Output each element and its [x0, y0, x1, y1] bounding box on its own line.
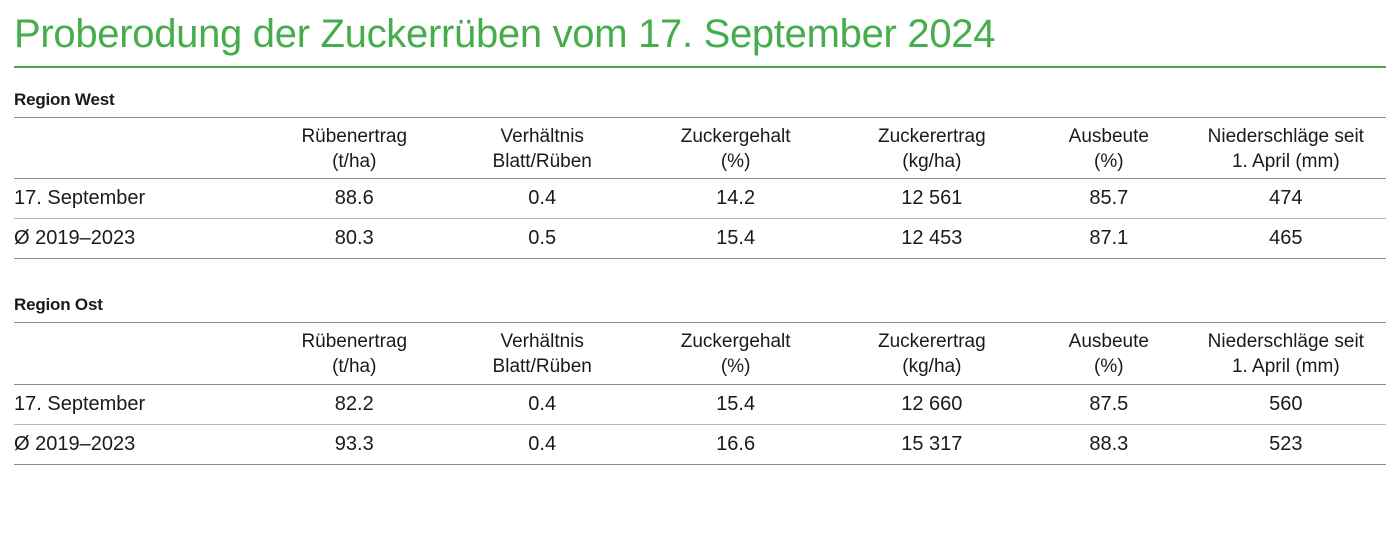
column-header-line1: Zuckergehalt	[680, 126, 791, 147]
row-label: 17. September	[14, 179, 264, 219]
column-header-line1: Verhältnis	[500, 331, 584, 353]
column-header-line1: Niederschläge seit	[1207, 126, 1364, 147]
cell-niederschlaege: 474	[1186, 179, 1386, 219]
section-label: Region Ost	[14, 295, 103, 315]
cell-ruebenertrag: 93.3	[264, 424, 445, 464]
column-header	[1032, 118, 1186, 179]
cell-zuckergehalt: 14.2	[640, 179, 832, 219]
column-header-line2: (%)	[1094, 150, 1124, 172]
column-header-line2: (%)	[1094, 356, 1124, 378]
cell-zuckergehalt: 15.4	[640, 384, 832, 424]
column-header-line2: (%)	[720, 356, 751, 378]
row-label: Ø 2019–2023	[14, 424, 264, 464]
column-header	[264, 118, 445, 179]
cell-niederschlaege: 523	[1186, 424, 1386, 464]
column-header-line1: Zuckerertrag	[877, 331, 986, 353]
column-header-line1: Ausbeute	[1068, 331, 1149, 353]
cell-ruebenertrag: 88.6	[264, 179, 445, 219]
page-title: Proberodung der Zuckerrüben vom 17. September 2024	[14, 12, 996, 56]
section-spacer	[14, 269, 1386, 295]
column-header-line2: (%)	[720, 150, 751, 172]
column-header-line1: Rübenertrag	[301, 331, 408, 353]
section-region-west	[14, 90, 1386, 259]
column-header	[640, 118, 832, 179]
column-header-line1: Zuckergehalt	[680, 331, 791, 353]
cell-verhaeltnis: 0.4	[445, 424, 640, 464]
column-header	[832, 118, 1032, 179]
column-header-line2: (kg/ha)	[902, 150, 962, 172]
row-label: Ø 2019–2023	[14, 219, 264, 259]
cell-ausbeute: 85.7	[1032, 179, 1186, 219]
column-header-line1: Rübenertrag	[301, 126, 408, 147]
table-header-row	[14, 118, 1386, 179]
cell-verhaeltnis: 0.5	[445, 219, 640, 259]
cell-verhaeltnis: 0.4	[445, 384, 640, 424]
table-row	[14, 384, 1386, 424]
cell-zuckerertrag: 12 453	[832, 219, 1032, 259]
table-region-ost	[14, 322, 1386, 464]
row-label: 17. September	[14, 384, 264, 424]
table-region-west	[14, 117, 1386, 259]
title-divider	[14, 66, 1386, 68]
column-header	[1186, 323, 1386, 384]
table-header-row	[14, 323, 1386, 384]
cell-niederschlaege: 465	[1186, 219, 1386, 259]
cell-zuckerertrag: 12 561	[832, 179, 1032, 219]
column-header	[14, 118, 264, 179]
cell-zuckergehalt: 15.4	[640, 219, 832, 259]
column-header-line1: Ausbeute	[1068, 126, 1149, 147]
column-header-line2: 1. April (mm)	[1231, 150, 1340, 172]
section-label: Region West	[14, 90, 115, 109]
cell-zuckerertrag: 12 660	[832, 384, 1032, 424]
cell-niederschlaege: 560	[1186, 384, 1386, 424]
cell-verhaeltnis: 0.4	[445, 179, 640, 219]
cell-ausbeute: 87.5	[1032, 384, 1186, 424]
column-header	[832, 323, 1032, 384]
section-region-ost	[14, 295, 1386, 464]
column-header-line1: Niederschläge seit	[1207, 331, 1364, 353]
cell-zuckerertrag: 15 317	[832, 424, 1032, 464]
cell-ruebenertrag: 80.3	[264, 219, 445, 259]
cell-zuckergehalt: 16.6	[640, 424, 832, 464]
column-header-line2: (t/ha)	[332, 150, 377, 172]
column-header	[264, 323, 445, 384]
cell-ausbeute: 87.1	[1032, 219, 1186, 259]
column-header-line2: Blatt/Rüben	[492, 150, 592, 172]
column-header-line2: (kg/ha)	[902, 356, 962, 378]
column-header	[640, 323, 832, 384]
column-header-line1: Zuckerertrag	[877, 126, 986, 147]
table-row	[14, 424, 1386, 464]
table-row	[14, 179, 1386, 219]
table-row	[14, 219, 1386, 259]
column-header-line2: (t/ha)	[332, 356, 377, 378]
column-header-line2: 1. April (mm)	[1231, 356, 1340, 378]
column-header-line1: Verhältnis	[500, 126, 584, 147]
cell-ruebenertrag: 82.2	[264, 384, 445, 424]
column-header	[1032, 323, 1186, 384]
cell-ausbeute: 88.3	[1032, 424, 1186, 464]
column-header	[1186, 118, 1386, 179]
column-header	[14, 323, 264, 384]
column-header	[445, 118, 640, 179]
column-header-line2: Blatt/Rüben	[492, 356, 592, 378]
column-header	[445, 323, 640, 384]
